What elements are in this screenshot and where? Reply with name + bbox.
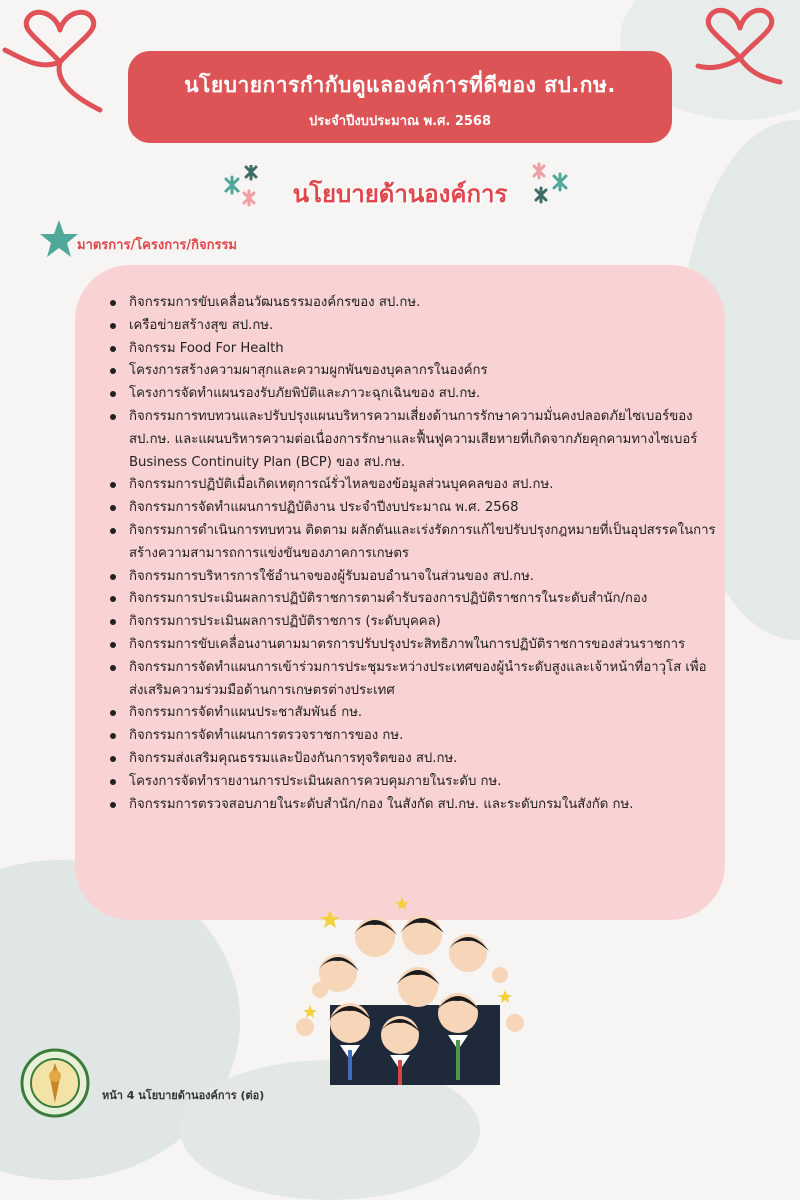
activity-list: [107, 292, 717, 816]
list-item: กิจกรรมการดำเนินการทบทวน ติดตาม ผลักดันและเร่งรัดการแก้ไขปรับปรุงกฎหมายที่เป็นอุปสรรคในการสร้างความสามารถการแข่งขันของภาคการเกษตร: [107, 520, 717, 566]
section-title: นโยบายด้านองค์การ: [292, 180, 508, 208]
sub-heading: มาตรการ/โครงการ/กิจกรรม: [77, 238, 237, 253]
list-item: กิจกรรมการประเมินผลการปฏิบัติราชการ (ระดับบุคคล): [107, 611, 717, 634]
heart-ribbon-icon: [0, 0, 120, 120]
list-item: กิจกรรมการขับเคลื่อนงานตามมาตรการปรับปรุงประสิทธิภาพในการปฏิบัติราชการของส่วนราชการ: [107, 634, 717, 657]
list-item: โครงการจัดทำแผนรองรับภัยพิบัติและภาวะฉุกเฉินของ สป.กษ.: [107, 383, 717, 406]
list-item: กิจกรรมการบริหารการใช้อำนาจของผู้รับมอบอำนาจในส่วนของ สป.กษ.: [107, 566, 717, 589]
list-item: กิจกรรมการตรวจสอบภายในระดับสำนัก/กอง ในสังกัด สป.กษ. และระดับกรมในสังกัด กษ.: [107, 794, 717, 817]
list-item: กิจกรรมการจัดทำแผนประชาสัมพันธ์ กษ.: [107, 702, 717, 725]
heart-ribbon-icon: [690, 0, 800, 100]
list-item: โครงการจัดทำรายงานการประเมินผลการควบคุมภายในระดับ กษ.: [107, 771, 717, 794]
page-title: นโยบายการกำกับดูแลองค์การที่ดีของ สป.กษ.: [184, 73, 616, 97]
list-item: กิจกรรมการจัดทำแผนการปฏิบัติงาน ประจำปีงบประมาณ พ.ศ. 2568: [107, 497, 717, 520]
list-item: เครือข่ายสร้างสุข สป.กษ.: [107, 315, 717, 338]
star-icon: [38, 218, 80, 260]
page-footer: หน้า 4 นโยบายด้านองค์การ (ต่อ): [102, 1089, 265, 1102]
list-item: โครงการสร้างความผาสุกและความผูกพันของบุคลากรในองค์กร: [107, 360, 717, 383]
ministry-seal-logo: [20, 1048, 90, 1118]
page-subtitle: ประจำปีงบประมาณ พ.ศ. 2568: [308, 114, 492, 129]
list-item: กิจกรรมส่งเสริมคุณธรรมและป้องกันการทุจริตของ สป.กษ.: [107, 748, 717, 771]
list-item: กิจกรรมการประเมินผลการปฏิบัติราชการตามคำรับรองการปฏิบัติราชการในระดับสำนัก/กอง: [107, 588, 717, 611]
list-item: กิจกรรม Food For Health: [107, 338, 717, 361]
list-item: กิจกรรมการทบทวนและปรับปรุงแผนบริหารความเสี่ยงด้านการรักษาความมั่นคงปลอดภัยไซเบอร์ของ สป.กษ. และแผนบริหารความต่อเนื่องการรักษาและฟื้นฟูความเสียหายที่เกิดจากภัยคุกคามทางไซเบอร์ Business Continuity Plan (BCP) ของ สป.กษ.: [107, 406, 717, 474]
list-item: กิจกรรมการจัดทำแผนการตรวจราชการของ กษ.: [107, 725, 717, 748]
list-item: กิจกรรมการขับเคลื่อนวัฒนธรรมองค์กรของ สป.กษ.: [107, 292, 717, 315]
cheering-people-illustration: [290, 895, 530, 1085]
header-banner: [128, 51, 672, 143]
list-item: กิจกรรมการปฏิบัติเมื่อเกิดเหตุการณ์รั่วไหลของข้อมูลส่วนบุคคลของ สป.กษ.: [107, 474, 717, 497]
list-item: กิจกรรมการจัดทำแผนการเข้าร่วมการประชุมระหว่างประเทศของผู้นำระดับสูงและเจ้าหน้าที่อาวุโส เพื่อส่งเสริมความร่วมมือด้านการเกษตรต่างประเทศ: [107, 657, 717, 703]
